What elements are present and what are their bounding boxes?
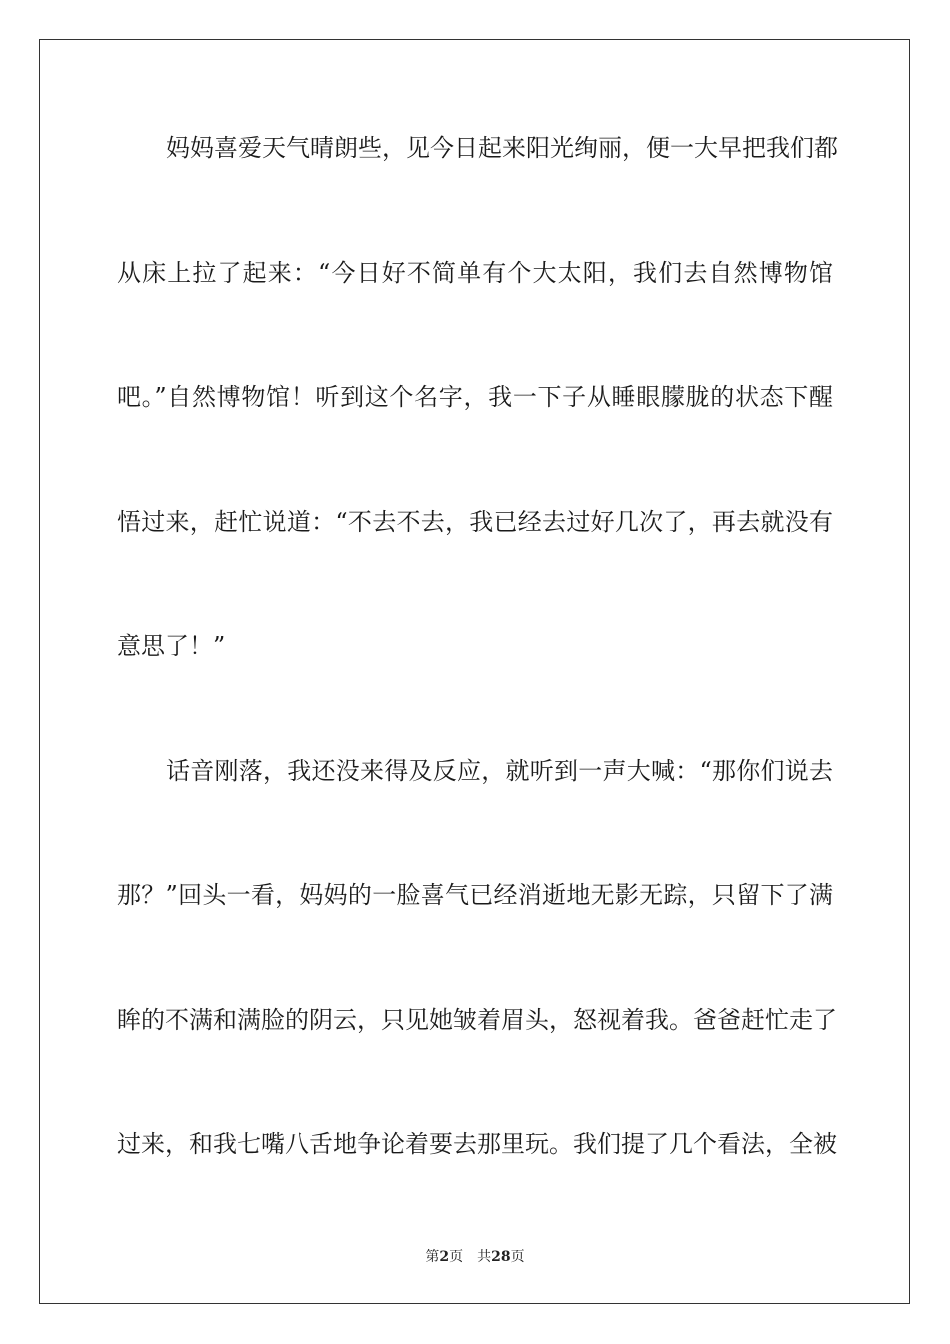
paragraph-line: 悟过来，赶忙说道：“不去不去，我已经去过好几次了，再去就没有 xyxy=(117,507,833,536)
document-body xyxy=(117,128,838,1249)
paragraph-line: 那？”回头一看，妈妈的一脸喜气已经消逝地无影无踪，只留下了满 xyxy=(117,881,833,909)
paragraph-line: 过来，和我七嘴八舌地争论着要去那里玩。我们提了几个看法，全被 xyxy=(117,1130,837,1158)
paragraph-line: 从床上拉了起来：“今日好不简单有个大太阳，我们去自然博物馆 xyxy=(117,258,833,287)
total-prefix: 共 xyxy=(477,1249,492,1265)
page-suffix: 页 xyxy=(449,1249,464,1265)
total-pages: 28 xyxy=(491,1249,511,1265)
paragraph-line: 意思了！” xyxy=(117,632,226,660)
page-footer xyxy=(0,1247,950,1267)
paragraph-line: 话音刚落，我还没来得及反应，就听到一声大喊：“那你们说去 xyxy=(166,756,833,785)
page-prefix: 第 xyxy=(425,1249,440,1265)
page-number: 2 xyxy=(439,1249,450,1265)
total-suffix: 页 xyxy=(510,1249,525,1265)
paragraph-line: 妈妈喜爱天气晴朗些，见今日起来阳光绚丽，便一大早把我们都 xyxy=(166,134,838,162)
paragraph-line: 眸的不满和满脸的阴云，只见她皱着眉头，怒视着我。爸爸赶忙走了 xyxy=(117,1005,837,1034)
paragraph-line: 吧。”自然博物馆！听到这个名字，我一下子从睡眼朦胧的状态下醒 xyxy=(117,383,833,411)
